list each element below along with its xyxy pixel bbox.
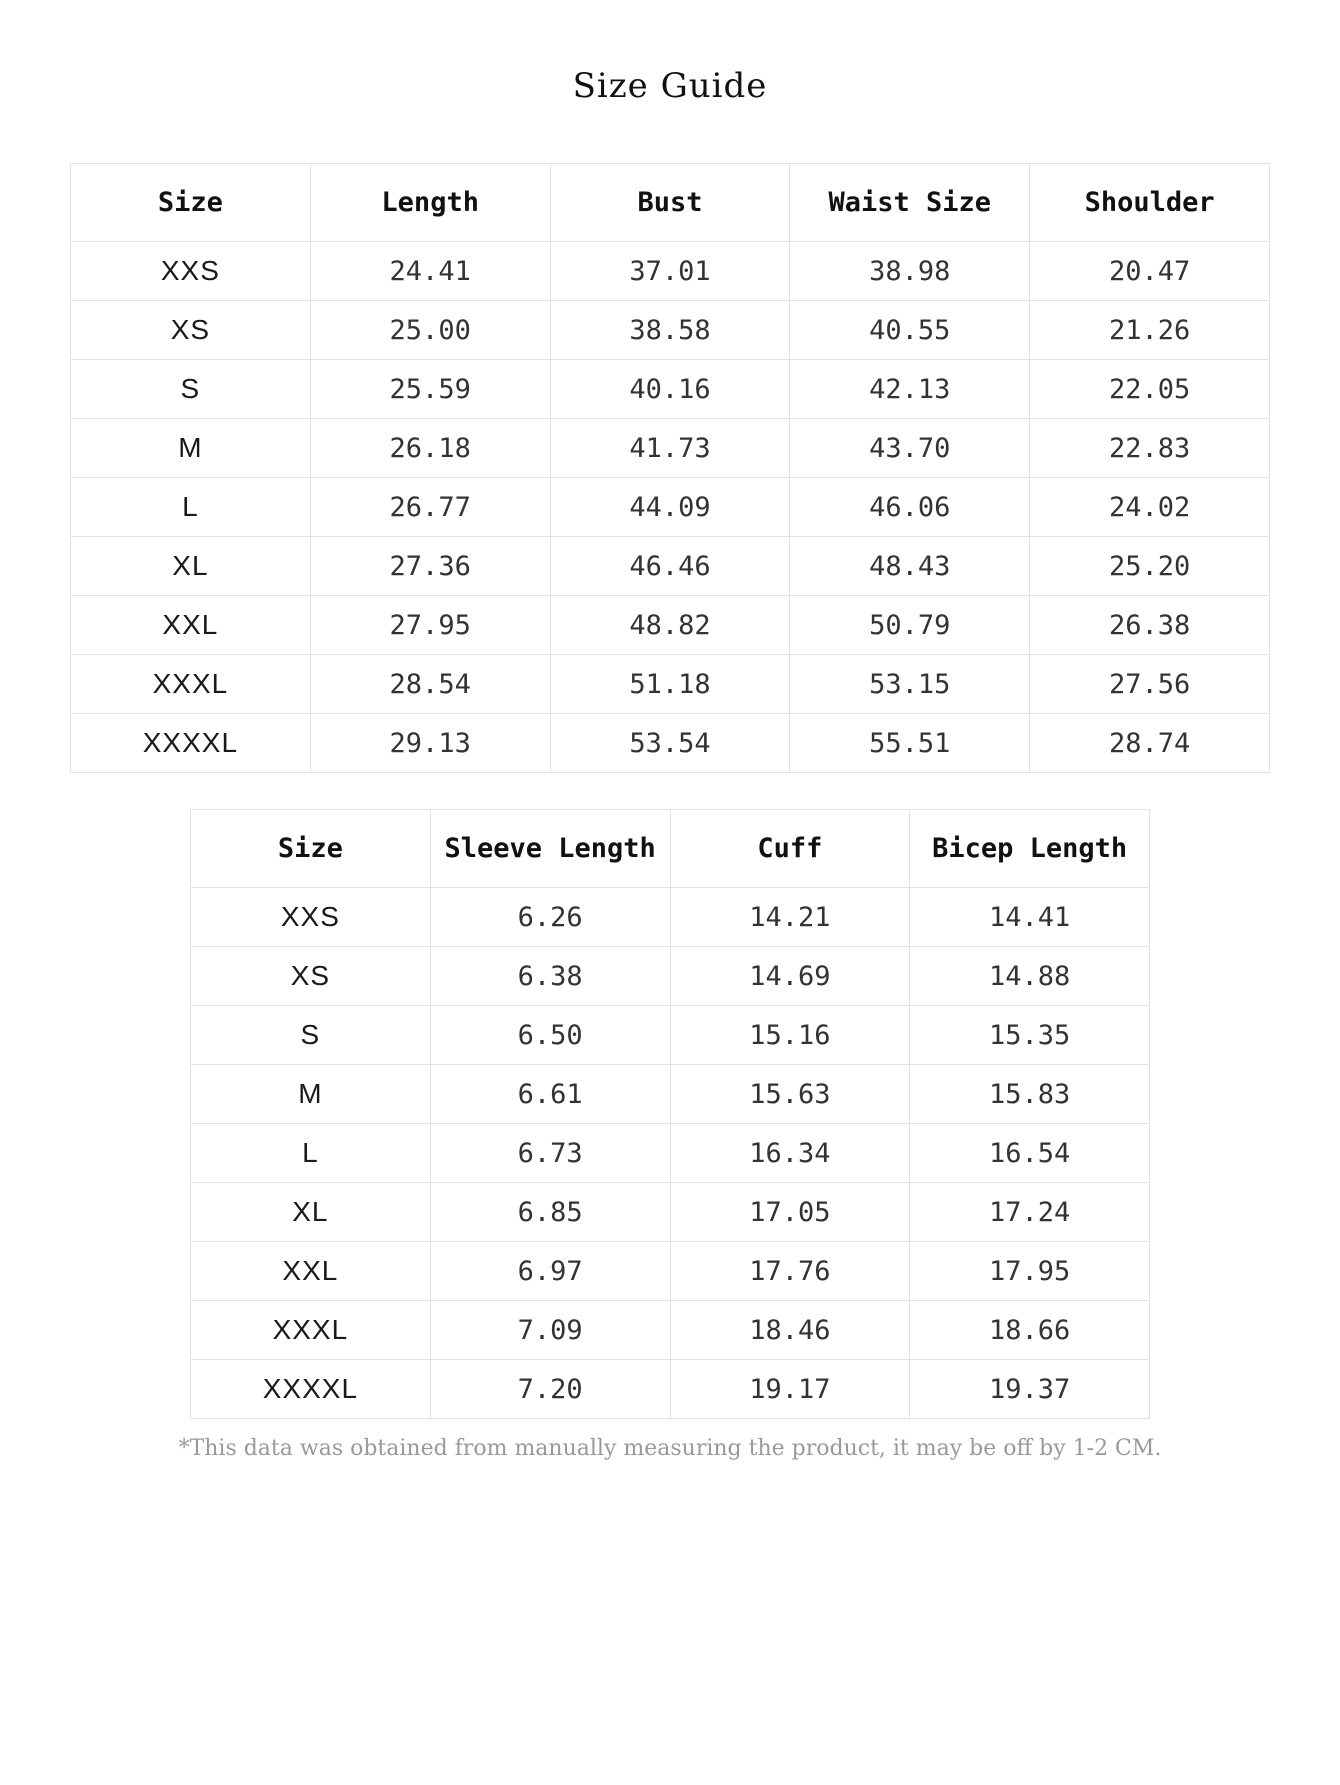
measurement-cell: 48.43 — [790, 537, 1030, 596]
measurement-cell: 20.47 — [1030, 242, 1270, 301]
table-row — [191, 1124, 1150, 1183]
table-header-row — [191, 810, 1150, 888]
measurement-cell: 44.09 — [550, 478, 790, 537]
size-label-cell: L — [191, 1124, 431, 1183]
measurement-cell: 19.17 — [670, 1360, 910, 1419]
column-header-bust: Bust — [550, 164, 790, 242]
column-header-cuff: Cuff — [670, 810, 910, 888]
measurement-cell: 15.16 — [670, 1006, 910, 1065]
measurement-cell: 25.59 — [310, 360, 550, 419]
measurement-cell: 6.61 — [430, 1065, 670, 1124]
sleeve-measurements-table — [190, 809, 1150, 1419]
table-row — [191, 1065, 1150, 1124]
measurement-cell: 7.09 — [430, 1301, 670, 1360]
measurement-cell: 15.63 — [670, 1065, 910, 1124]
measurement-cell: 27.95 — [310, 596, 550, 655]
measurement-cell: 16.34 — [670, 1124, 910, 1183]
column-header-size: Size — [191, 810, 431, 888]
size-label-cell: XXL — [71, 596, 311, 655]
measurement-cell: 50.79 — [790, 596, 1030, 655]
table-row — [191, 888, 1150, 947]
table-row — [191, 1242, 1150, 1301]
measurement-cell: 6.73 — [430, 1124, 670, 1183]
table-row — [191, 1183, 1150, 1242]
column-header-waist-size: Waist Size — [790, 164, 1030, 242]
size-label-cell: M — [191, 1065, 431, 1124]
column-header-length: Length — [310, 164, 550, 242]
measurement-cell: 40.16 — [550, 360, 790, 419]
column-header-sleeve-length: Sleeve Length — [430, 810, 670, 888]
measurement-cell: 6.97 — [430, 1242, 670, 1301]
size-label-cell: S — [71, 360, 311, 419]
measurement-cell: 27.56 — [1030, 655, 1270, 714]
measurement-cell: 14.21 — [670, 888, 910, 947]
measurement-cell: 25.20 — [1030, 537, 1270, 596]
size-label-cell: XL — [71, 537, 311, 596]
table-row — [71, 419, 1270, 478]
measurement-cell: 24.41 — [310, 242, 550, 301]
table-row — [191, 1006, 1150, 1065]
body-table-rows — [71, 242, 1270, 773]
measurement-cell: 38.58 — [550, 301, 790, 360]
measurement-cell: 46.06 — [790, 478, 1030, 537]
measurement-cell: 48.82 — [550, 596, 790, 655]
size-label-cell: XXS — [191, 888, 431, 947]
table-row — [71, 301, 1270, 360]
page-title: Size Guide — [572, 66, 768, 106]
measurement-cell: 6.85 — [430, 1183, 670, 1242]
measurement-cell: 26.18 — [310, 419, 550, 478]
size-label-cell: XS — [191, 947, 431, 1006]
measurement-cell: 22.05 — [1030, 360, 1270, 419]
measurement-cell: 46.46 — [550, 537, 790, 596]
measurement-cell: 24.02 — [1030, 478, 1270, 537]
table-header-row — [71, 164, 1270, 242]
table-row — [191, 947, 1150, 1006]
size-label-cell: XS — [71, 301, 311, 360]
measurement-cell: 53.54 — [550, 714, 790, 773]
measurement-cell: 17.24 — [910, 1183, 1150, 1242]
measurement-cell: 28.54 — [310, 655, 550, 714]
measurement-cell: 17.05 — [670, 1183, 910, 1242]
measurement-cell: 19.37 — [910, 1360, 1150, 1419]
measurement-cell: 26.77 — [310, 478, 550, 537]
measurement-cell: 26.38 — [1030, 596, 1270, 655]
measurement-cell: 6.50 — [430, 1006, 670, 1065]
table-row — [71, 478, 1270, 537]
table-row — [71, 596, 1270, 655]
measurement-cell: 37.01 — [550, 242, 790, 301]
measurement-cell: 40.55 — [790, 301, 1030, 360]
measurement-cell: 53.15 — [790, 655, 1030, 714]
measurement-cell: 43.70 — [790, 419, 1030, 478]
measurement-disclaimer: *This data was obtained from manually measuring the product, it may be off by 1-2 CM. — [178, 1436, 1162, 1461]
measurement-cell: 16.54 — [910, 1124, 1150, 1183]
measurement-cell: 14.88 — [910, 947, 1150, 1006]
measurement-cell: 14.41 — [910, 888, 1150, 947]
measurement-cell: 17.76 — [670, 1242, 910, 1301]
measurement-cell: 29.13 — [310, 714, 550, 773]
measurement-cell: 6.26 — [430, 888, 670, 947]
measurement-cell: 42.13 — [790, 360, 1030, 419]
measurement-cell: 28.74 — [1030, 714, 1270, 773]
measurement-cell: 18.66 — [910, 1301, 1150, 1360]
size-label-cell: L — [71, 478, 311, 537]
size-label-cell: XXXXL — [191, 1360, 431, 1419]
measurement-cell: 7.20 — [430, 1360, 670, 1419]
column-header-shoulder: Shoulder — [1030, 164, 1270, 242]
body-measurements-table — [70, 163, 1270, 773]
size-label-cell: S — [191, 1006, 431, 1065]
measurement-cell: 15.83 — [910, 1065, 1150, 1124]
measurement-cell: 55.51 — [790, 714, 1030, 773]
measurement-cell: 15.35 — [910, 1006, 1150, 1065]
sleeve-table-rows — [191, 888, 1150, 1419]
size-label-cell: XL — [191, 1183, 431, 1242]
size-label-cell: XXXL — [71, 655, 311, 714]
measurement-cell: 18.46 — [670, 1301, 910, 1360]
size-label-cell: XXXXL — [71, 714, 311, 773]
table-row — [71, 655, 1270, 714]
size-label-cell: XXS — [71, 242, 311, 301]
table-row — [71, 714, 1270, 773]
column-header-size: Size — [71, 164, 311, 242]
table-row — [71, 242, 1270, 301]
size-label-cell: XXXL — [191, 1301, 431, 1360]
measurement-cell: 41.73 — [550, 419, 790, 478]
measurement-cell: 51.18 — [550, 655, 790, 714]
measurement-cell: 25.00 — [310, 301, 550, 360]
measurement-cell: 17.95 — [910, 1242, 1150, 1301]
measurement-cell: 6.38 — [430, 947, 670, 1006]
measurement-cell: 38.98 — [790, 242, 1030, 301]
measurement-cell: 22.83 — [1030, 419, 1270, 478]
table-row — [191, 1360, 1150, 1419]
measurement-cell: 21.26 — [1030, 301, 1270, 360]
table-row — [71, 360, 1270, 419]
measurement-cell: 27.36 — [310, 537, 550, 596]
size-label-cell: M — [71, 419, 311, 478]
table-row — [191, 1301, 1150, 1360]
measurement-cell: 14.69 — [670, 947, 910, 1006]
column-header-bicep-length: Bicep Length — [910, 810, 1150, 888]
table-row — [71, 537, 1270, 596]
size-label-cell: XXL — [191, 1242, 431, 1301]
